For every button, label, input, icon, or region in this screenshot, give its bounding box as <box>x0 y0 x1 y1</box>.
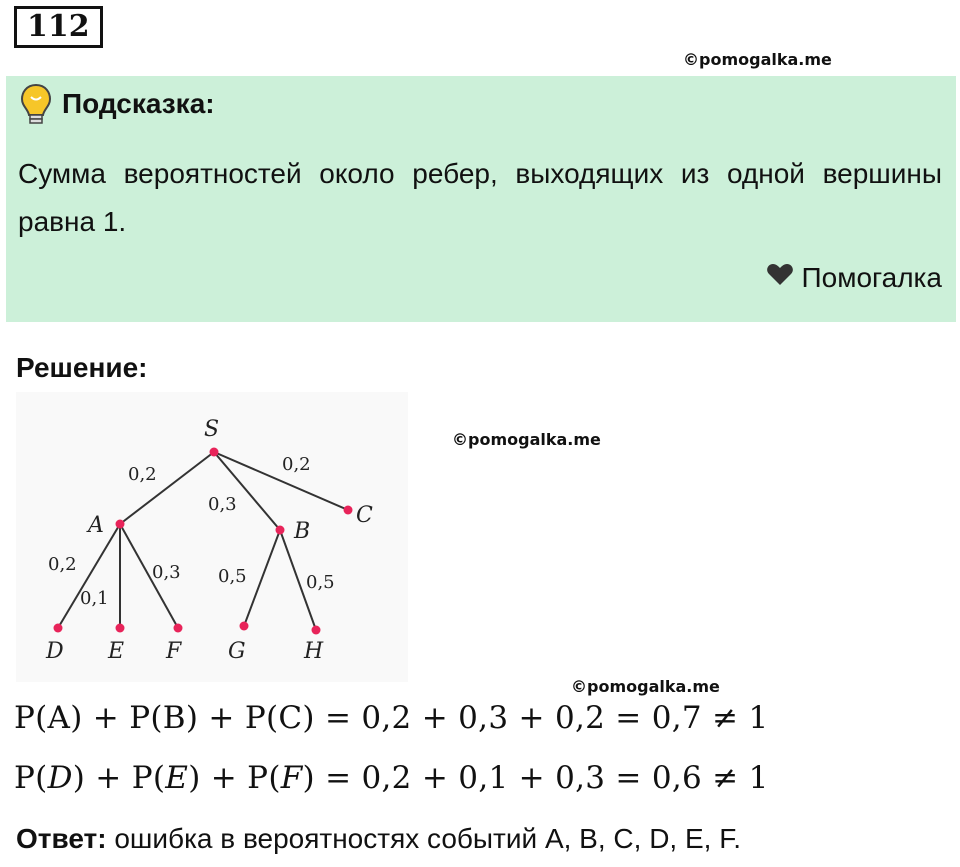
watermark: ©pomogalka.me <box>683 50 832 69</box>
signature-text: Помогалка <box>801 262 942 293</box>
watermark: ©pomogalka.me <box>571 677 720 696</box>
formula-line-1: P(A) + P(B) + P(C) = 0,2 + 0,3 + 0,2 = 0,7 ≠ 1 <box>14 700 769 736</box>
solution-title: Решение: <box>16 352 148 383</box>
formula-part: ) + P( <box>188 760 281 796</box>
node-h <box>312 626 321 635</box>
label-d: D <box>46 639 64 664</box>
node-s <box>210 448 219 457</box>
formula-part: ) + P( <box>72 760 166 796</box>
edge-s-b <box>214 452 280 530</box>
node-e <box>116 624 125 633</box>
hint-text: Сумма вероятностей около ребер, выходящих из одной вершины равна 1. <box>18 158 942 237</box>
formula-part: ) = 0,2 + 0,1 + 0,3 = 0,6 ≠ 1 <box>302 760 769 796</box>
formula-line-2 <box>14 760 769 796</box>
prob-s-b: 0,3 <box>208 494 237 515</box>
label-e: E <box>108 639 125 664</box>
label-g: G <box>228 639 246 664</box>
prob-a-f: 0,3 <box>152 562 181 583</box>
node-f <box>174 624 183 633</box>
label-h: H <box>304 639 324 664</box>
prob-a-e: 0,1 <box>80 588 109 609</box>
hint-title: Подсказка: <box>62 88 215 119</box>
formula-var-d: D <box>47 760 73 796</box>
node-g <box>240 622 249 631</box>
answer <box>16 823 741 855</box>
prob-b-g: 0,5 <box>218 566 247 587</box>
edge-s-a <box>120 452 214 524</box>
formula-var-e: E <box>165 760 189 796</box>
answer-label: Ответ: <box>16 823 107 854</box>
probability-tree <box>16 392 408 682</box>
label-b: B <box>294 519 311 544</box>
edge-b-g <box>244 530 280 626</box>
task-number: 112 <box>14 6 103 48</box>
label-c: C <box>356 503 373 528</box>
hint-signature <box>766 262 942 294</box>
prob-a-d: 0,2 <box>48 554 77 575</box>
node-d <box>54 624 63 633</box>
label-a: A <box>88 513 104 538</box>
prob-b-h: 0,5 <box>306 572 335 593</box>
prob-s-a: 0,2 <box>128 464 157 485</box>
label-f: F <box>166 639 182 664</box>
watermark: ©pomogalka.me <box>452 430 601 449</box>
answer-text: ошибка в вероятностях событий A, B, C, D, E, F. <box>106 823 741 854</box>
label-s: S <box>204 417 220 442</box>
formula-var-f: F <box>280 760 303 796</box>
lightbulb-icon <box>18 82 54 131</box>
formula-part: P( <box>14 760 48 796</box>
hint-box <box>6 76 956 322</box>
node-b <box>276 526 285 535</box>
heart-icon <box>766 262 794 294</box>
edge-a-d <box>58 524 120 628</box>
node-c <box>344 506 353 515</box>
prob-s-c: 0,2 <box>282 454 311 475</box>
node-a <box>116 520 125 529</box>
